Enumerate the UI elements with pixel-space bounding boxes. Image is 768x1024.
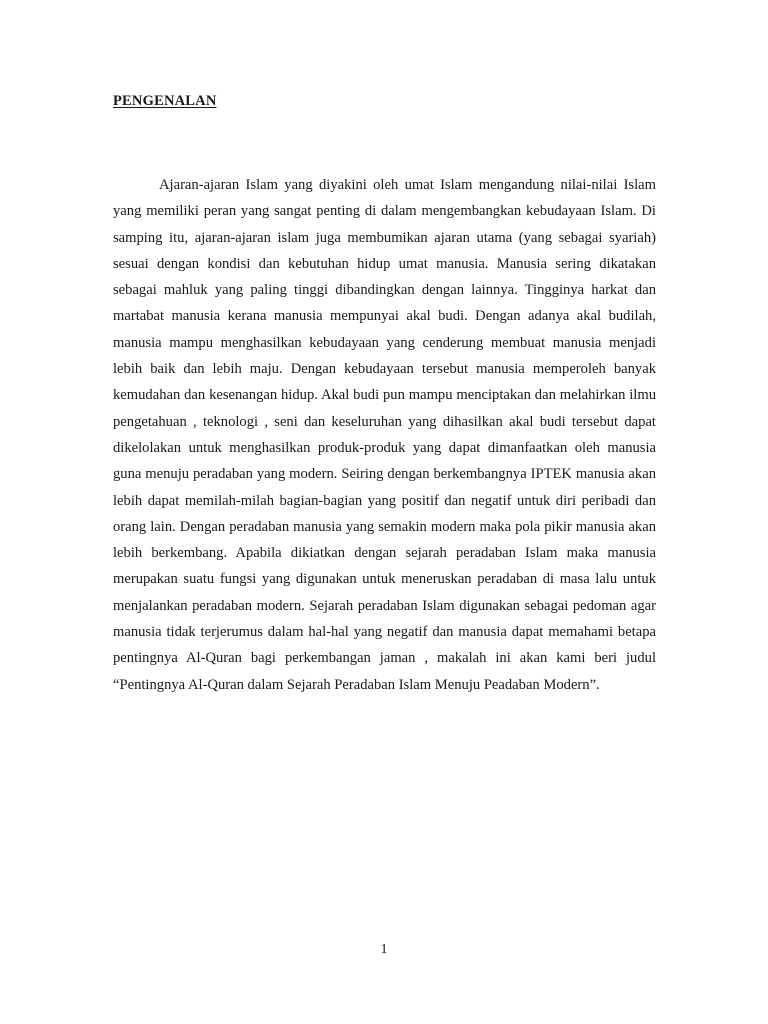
section-heading: PENGENALAN [113, 93, 217, 109]
page-number: 1 [380, 942, 388, 957]
body-paragraph: Ajaran-ajaran Islam yang diyakini oleh umat Islam mengandung nilai-nilai Islam yang memiliki peran yang sangat penting di dalam mengembangkan kebudayaan Islam. Di samping itu, ajaran-ajaran islam juga membumikan ajaran utama (yang sebagai syariah) sesuai dengan kondisi dan kebutuhan hidup umat manusia. Manusia sering dikatakan sebagai mahluk yang paling tinggi dibandingkan dengan lainnya. Tingginya harkat dan martabat manusia kerana manusia mempunyai akal budi. Dengan adanya akal budilah, manusia mampu menghasilkan kebudayaan yang cenderung membuat manusia menjadi lebih baik dan lebih maju. Dengan kebudayaan tersebut manusia memperoleh banyak kemudahan dan kesenangan hidup. Akal budi pun mampu menciptakan dan melahirkan ilmu pengetahuan , teknologi , seni dan keseluruhan yang dihasilkan akal budi tersebut dapat dikelolakan untuk menghasilkan produk-produk yang dapat dimanfaatkan oleh manusia guna menuju peradaban yang modern. Seiring dengan berkembangnya IPTEK manusia akan lebih dapat memilah-milah bagian-bagian yang positif dan negatif untuk diri peribadi dan orang lain. Dengan peradaban manusia yang semakin modern maka pola pikir manusia akan lebih berkembang. Apabila dikiatkan dengan sejarah peradaban Islam maka manusia merupakan suatu fungsi yang digunakan untuk meneruskan peradaban di masa lalu untuk menjalankan peradaban modern. Sejarah peradaban Islam digunakan sebagai pedoman agar manusia tidak terjerumus dalam hal-hal yang negatif dan manusia dapat memahami betapa pentingnya Al-Quran bagi perkembangan jaman , makalah ini akan kami beri judul “Pentingnya Al-Quran dalam Sejarah Peradaban Islam Menuju Peadaban Modern”. [113, 177, 656, 693]
